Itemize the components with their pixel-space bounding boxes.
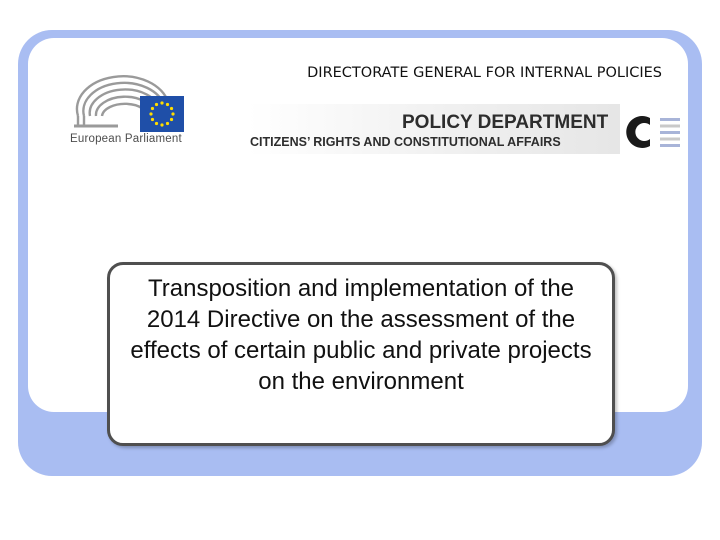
- policy-department-title: POLICY DEPARTMENT: [402, 112, 609, 133]
- eu-star-icon: [149, 112, 152, 115]
- directorate-heading: DIRECTORATE GENERAL FOR INTERNAL POLICIES: [307, 65, 662, 81]
- policy-department-c-icon: [620, 112, 682, 152]
- policy-department-subtitle: CITIZENS’ RIGHTS AND CONSTITUTIONAL AFFAIRS: [250, 135, 561, 149]
- eu-star-icon: [155, 122, 158, 125]
- eu-star-icon: [170, 118, 173, 121]
- eu-star-icon: [151, 107, 154, 110]
- logo-bar: [660, 131, 680, 134]
- logo-bar: [660, 138, 680, 141]
- eu-star-icon: [160, 101, 163, 104]
- eu-star-icon: [166, 122, 169, 125]
- european-parliament-label: European Parliament: [70, 133, 182, 145]
- eu-star-icon: [151, 118, 154, 121]
- eu-star-icon: [171, 112, 174, 115]
- logo-bar: [660, 118, 680, 121]
- slide-title: Transposition and implementation of the 2014 Directive on the assessment of the effects of certain public and private projects on the environment: [130, 275, 592, 395]
- logo-bar: [660, 144, 680, 147]
- logo-bar: [660, 125, 680, 128]
- eu-star-icon: [160, 123, 163, 126]
- slide-title-box: [107, 262, 615, 446]
- eu-star-icon: [155, 103, 158, 106]
- eu-star-icon: [170, 107, 173, 110]
- eu-star-icon: [166, 103, 169, 106]
